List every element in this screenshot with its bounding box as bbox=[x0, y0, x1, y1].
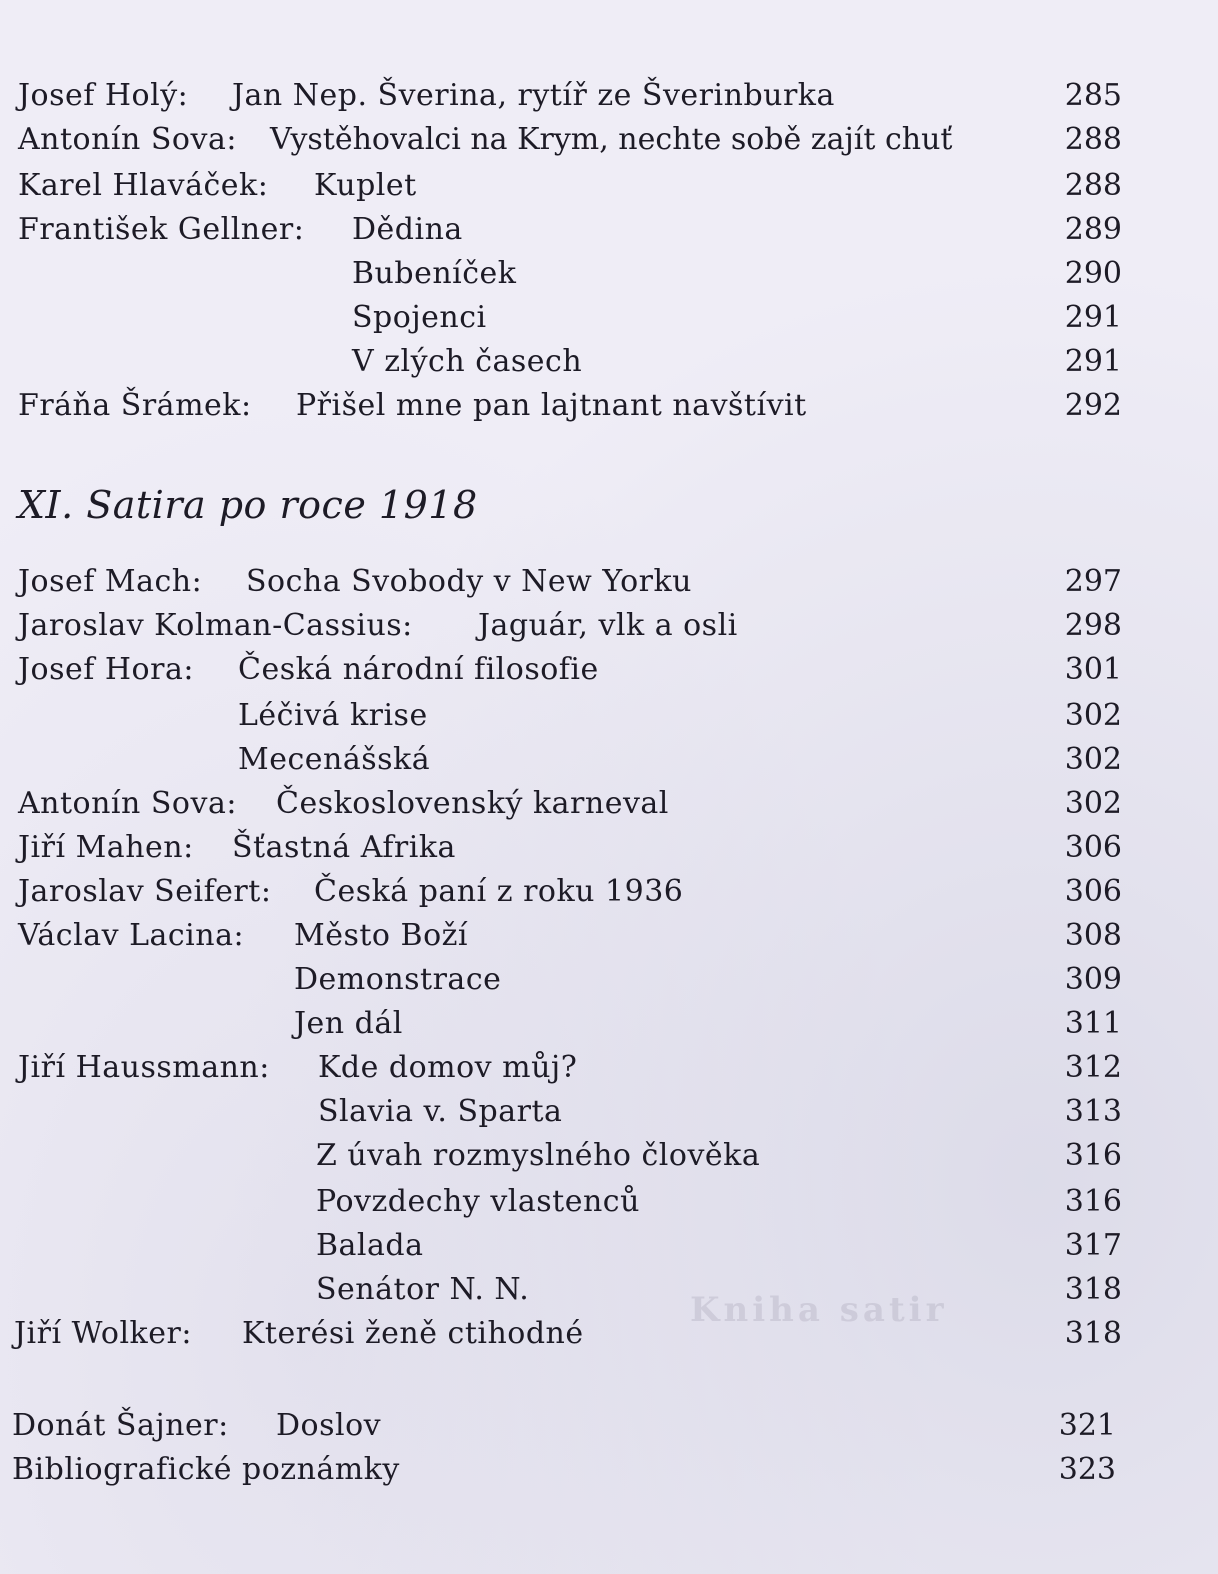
toc-page-number: 311 bbox=[1064, 1006, 1122, 1041]
toc-entry bbox=[0, 164, 1218, 208]
toc-title: Bibliografické poznámky bbox=[12, 1452, 400, 1487]
toc-entry bbox=[0, 826, 1218, 870]
toc-page-number: 308 bbox=[1064, 918, 1122, 953]
toc-page-number: 302 bbox=[1064, 742, 1122, 777]
toc-title: Jen dál bbox=[294, 1006, 403, 1041]
toc-title: Socha Svobody v New Yorku bbox=[246, 564, 692, 599]
toc-title: V zlých časech bbox=[352, 344, 583, 379]
toc-author: Jiří Haussmann: bbox=[18, 1050, 270, 1085]
toc-page-number: 291 bbox=[1064, 300, 1122, 335]
toc-title: Léčivá krise bbox=[238, 698, 428, 733]
toc-author: Karel Hlaváček: bbox=[18, 168, 269, 203]
toc-author: Antonín Sova: bbox=[18, 122, 237, 157]
toc-title: Demonstrace bbox=[294, 962, 502, 997]
toc-entry bbox=[0, 1002, 1218, 1046]
toc-title: Kterési ženě ctihodné bbox=[242, 1316, 584, 1351]
toc-entry bbox=[0, 560, 1218, 604]
toc-entry bbox=[0, 1046, 1218, 1090]
toc-author: František Gellner: bbox=[18, 212, 305, 247]
toc-entry bbox=[0, 1224, 1218, 1268]
toc-page-number: 290 bbox=[1064, 256, 1122, 291]
toc-page-number: 313 bbox=[1064, 1094, 1122, 1129]
toc-entry bbox=[0, 252, 1218, 296]
toc-page-number: 316 bbox=[1064, 1184, 1122, 1219]
toc-page-number: 292 bbox=[1064, 388, 1122, 423]
toc-entry bbox=[0, 1268, 1218, 1312]
toc-title: Mecenášská bbox=[238, 742, 431, 777]
toc-title: Přišel mne pan lajtnant navštívit bbox=[296, 388, 807, 423]
toc-title: Vystěhovalci na Krym, nechte sobě zajít chuť bbox=[270, 122, 953, 157]
toc-page-number: 302 bbox=[1064, 698, 1122, 733]
toc-page-number: 291 bbox=[1064, 344, 1122, 379]
toc-title: Slavia v. Sparta bbox=[318, 1094, 563, 1129]
toc-title: Spojenci bbox=[352, 300, 487, 335]
toc-author: Josef Mach: bbox=[18, 564, 203, 599]
toc-page-number: 302 bbox=[1064, 786, 1122, 821]
toc-page-number: 306 bbox=[1064, 874, 1122, 909]
toc-title: Povzdechy vlastenců bbox=[316, 1184, 640, 1219]
toc-entry bbox=[0, 782, 1218, 826]
toc-page-number: 318 bbox=[1064, 1272, 1122, 1307]
toc-title: Jaguár, vlk a osli bbox=[478, 608, 738, 643]
toc-page-number: 285 bbox=[1064, 78, 1122, 113]
toc-entry bbox=[0, 1404, 1218, 1448]
toc-page-number: 317 bbox=[1064, 1228, 1122, 1263]
toc-author: Josef Holý: bbox=[18, 78, 189, 113]
toc-page-number: 297 bbox=[1064, 564, 1122, 599]
toc-entry bbox=[0, 738, 1218, 782]
toc-entry bbox=[0, 604, 1218, 648]
toc-entry bbox=[0, 340, 1218, 384]
toc-page-number: 298 bbox=[1064, 608, 1122, 643]
toc-title: Česká paní z roku 1936 bbox=[314, 874, 684, 909]
toc-page-number: 288 bbox=[1064, 122, 1122, 157]
toc-page-number: 323 bbox=[1058, 1452, 1116, 1487]
toc-entry bbox=[0, 914, 1218, 958]
toc-page-number: 306 bbox=[1064, 830, 1122, 865]
toc-entry bbox=[0, 1312, 1218, 1356]
toc-entry bbox=[0, 648, 1218, 692]
toc-title: Československý karneval bbox=[276, 786, 669, 821]
toc-page-number: 321 bbox=[1058, 1408, 1116, 1443]
toc-page-number: 316 bbox=[1064, 1138, 1122, 1173]
toc-author: Jiří Wolker: bbox=[14, 1316, 192, 1351]
toc-title: Senátor N. N. bbox=[316, 1272, 530, 1307]
toc-entry bbox=[0, 384, 1218, 428]
toc-page-number: 288 bbox=[1064, 168, 1122, 203]
toc-author: Donát Šajner: bbox=[12, 1408, 229, 1443]
section-heading: XI. Satira po roce 1918 bbox=[18, 483, 478, 527]
toc-page-number: 318 bbox=[1064, 1316, 1122, 1351]
toc-page-number: 312 bbox=[1064, 1050, 1122, 1085]
toc-title: Město Boží bbox=[294, 918, 469, 953]
toc-author: Jiří Mahen: bbox=[18, 830, 194, 865]
toc-entry bbox=[0, 118, 1218, 162]
toc-entry bbox=[0, 208, 1218, 252]
toc-title: Balada bbox=[316, 1228, 424, 1263]
toc-author: Jaroslav Kolman-Cassius: bbox=[18, 608, 413, 643]
toc-entry bbox=[0, 870, 1218, 914]
toc-author: Antonín Sova: bbox=[18, 786, 237, 821]
toc-entry bbox=[0, 1448, 1218, 1492]
toc-entry bbox=[0, 958, 1218, 1002]
toc-title: Šťastná Afrika bbox=[232, 830, 456, 865]
toc-title: Dědina bbox=[352, 212, 463, 247]
toc-entry bbox=[0, 1180, 1218, 1224]
toc-entry bbox=[0, 1134, 1218, 1178]
toc-entry bbox=[0, 1090, 1218, 1134]
toc-title: Z úvah rozmyslného člověka bbox=[316, 1138, 761, 1173]
toc-entry bbox=[0, 694, 1218, 738]
toc-entry bbox=[0, 296, 1218, 340]
show-through-text: Kniha satir bbox=[690, 1290, 948, 1330]
toc-title: Česká národní filosofie bbox=[238, 652, 599, 687]
toc-author: Fráňa Šrámek: bbox=[18, 388, 252, 423]
toc-title: Kde domov můj? bbox=[318, 1050, 578, 1085]
toc-author: Josef Hora: bbox=[18, 652, 194, 687]
toc-title: Jan Nep. Šverina, rytíř ze Šverinburka bbox=[232, 78, 835, 113]
toc-entry bbox=[0, 74, 1218, 118]
toc-author: Jaroslav Seifert: bbox=[18, 874, 272, 909]
toc-page-number: 289 bbox=[1064, 212, 1122, 247]
toc-page-number: 301 bbox=[1064, 652, 1122, 687]
toc-title: Bubeníček bbox=[352, 256, 517, 291]
toc-title: Doslov bbox=[276, 1408, 382, 1443]
toc-title: Kuplet bbox=[314, 168, 417, 203]
toc-page-number: 309 bbox=[1064, 962, 1122, 997]
toc-author: Václav Lacina: bbox=[18, 918, 245, 953]
